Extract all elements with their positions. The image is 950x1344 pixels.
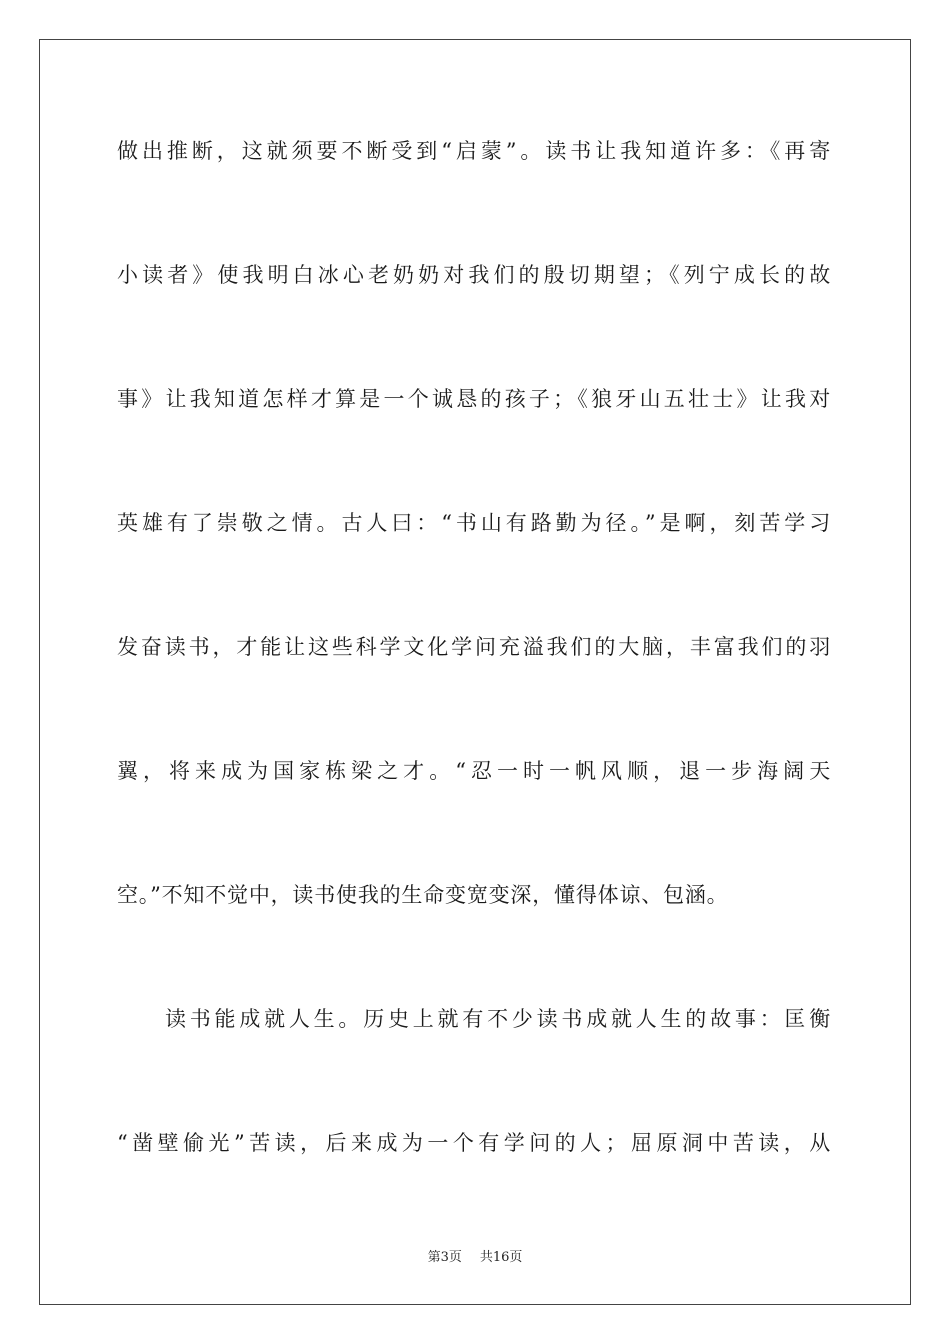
text-line: 翼，将来成为国家栋梁之才。“忍一时一帆风顺，退一步海阔天 bbox=[117, 759, 831, 783]
text-line: “凿壁偷光”苦读，后来成为一个有学问的人；屈原洞中苦读，从 bbox=[117, 1131, 831, 1155]
text-line: 英雄有了崇敬之情。古人曰：“书山有路勤为径。”是啊，刻苦学习 bbox=[117, 511, 831, 535]
body-text bbox=[117, 127, 831, 1243]
total-pages: 共16页 bbox=[479, 1250, 523, 1265]
text-line: 做出推断，这就须要不断受到“启蒙”。读书让我知道许多：《再寄 bbox=[117, 139, 831, 163]
text-line: 事》让我知道怎样才算是一个诚恳的孩子；《狼牙山五壮士》让我对 bbox=[117, 387, 831, 411]
page-number: 第3页 bbox=[427, 1250, 462, 1265]
text-line: 发奋读书，才能让这些科学文化学问充溢我们的大脑，丰富我们的羽 bbox=[117, 635, 831, 659]
page-footer bbox=[0, 1246, 950, 1265]
paragraph-start-line: 读书能成就人生。历史上就有不少读书成就人生的故事：匡衡 bbox=[165, 1007, 831, 1031]
text-line: 空。”不知不觉中，读书使我的生命变宽变深，懂得体谅、包涵。 bbox=[117, 883, 729, 907]
text-line: 小读者》使我明白冰心老奶奶对我们的殷切期望；《列宁成长的故 bbox=[117, 263, 831, 287]
